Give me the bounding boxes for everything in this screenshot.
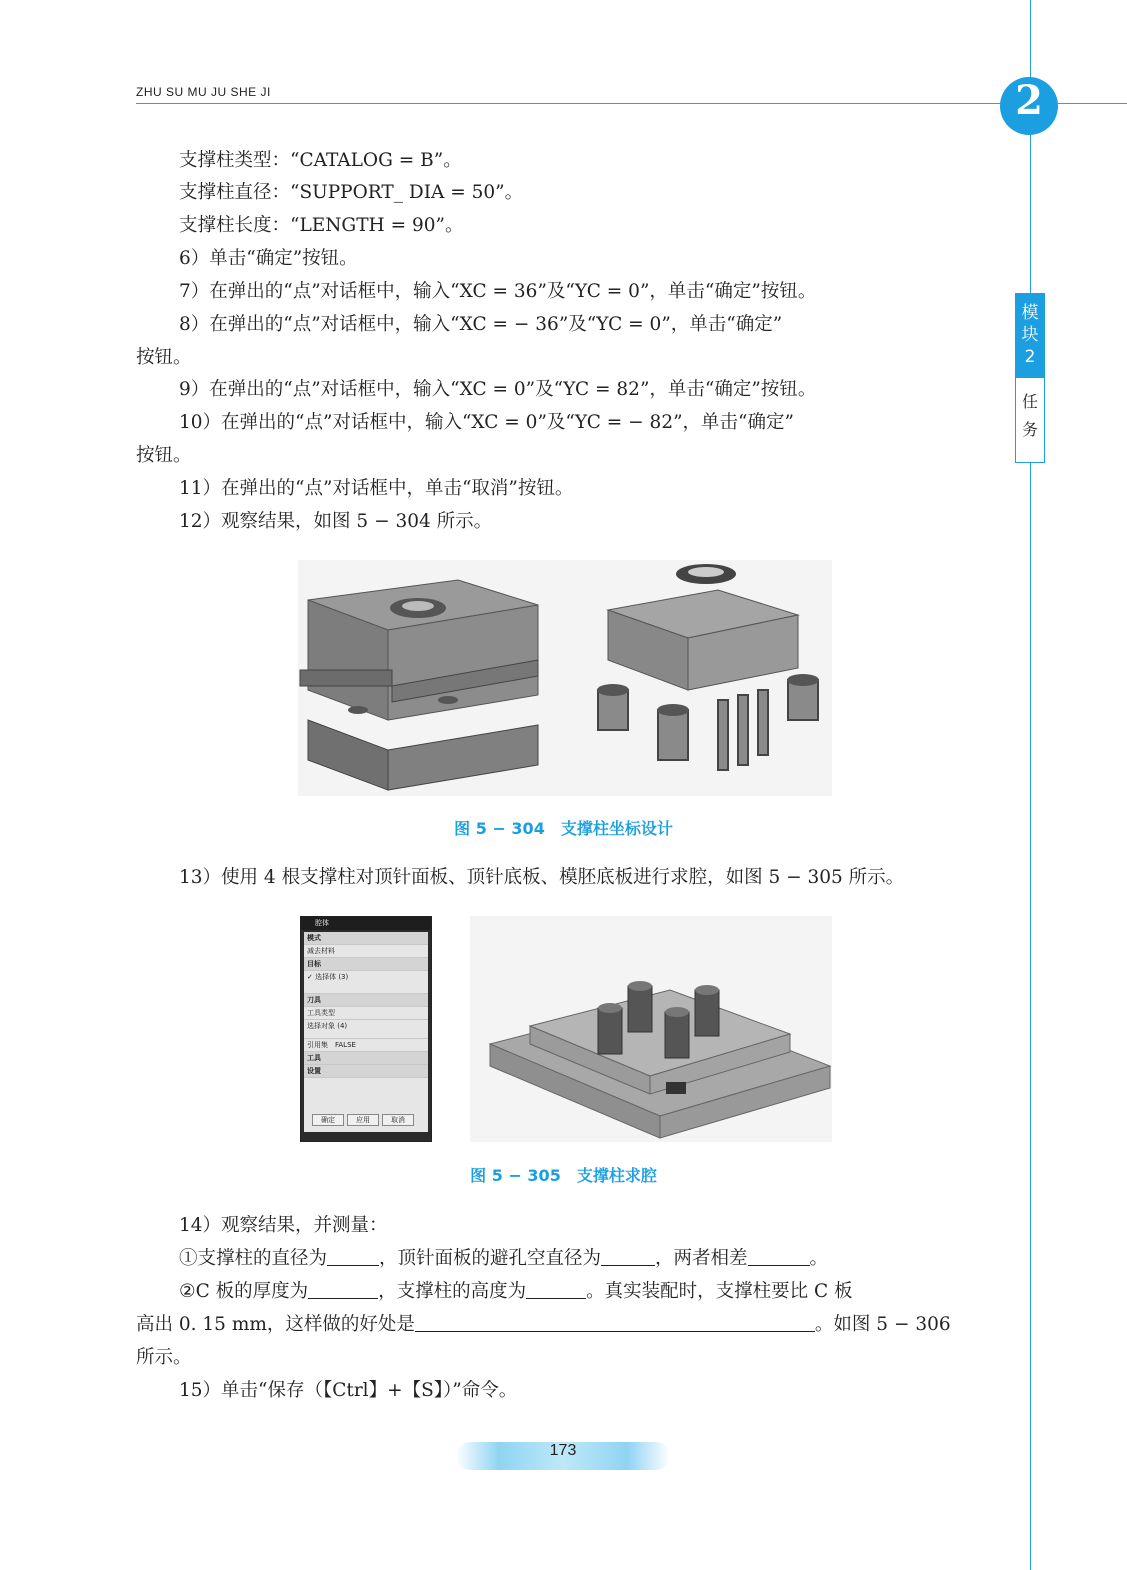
- paragraph: 12）观察结果，如图 5 − 304 所示。: [179, 511, 493, 532]
- paragraph: 6）单击“确定”按钮。: [179, 248, 358, 269]
- figure-caption: 图 5 − 305 支撑柱求腔: [470, 1166, 657, 1185]
- task-char: 务: [1021, 420, 1038, 439]
- paragraph: 9）在弹出的“点”对话框中，输入“XC = 0”及“YC = 82”，单击“确定”按钮。: [179, 379, 817, 400]
- fill-in-question: [136, 1243, 1039, 1275]
- dialog-row: 设置: [304, 1065, 428, 1078]
- dialog-row: 目标: [304, 958, 428, 971]
- dialog-row: 引用集 FALSE: [304, 1039, 428, 1052]
- paragraph: 7）在弹出的“点”对话框中，输入“XC = 36”及“YC = 0”，单击“确定”按钮。: [179, 281, 817, 302]
- answer-blank[interactable]: [526, 1280, 586, 1299]
- figure-caption: 图 5 − 304 支撑柱坐标设计: [454, 819, 673, 838]
- dialog-row: 工具: [304, 1052, 428, 1065]
- module-number-badge: 2: [1000, 77, 1058, 135]
- header-rule: [136, 103, 1127, 104]
- answer-blank[interactable]: [327, 1247, 379, 1266]
- ok-button[interactable]: 确定: [312, 1114, 344, 1126]
- paragraph: 按钮。: [136, 347, 192, 368]
- page-number: 173: [456, 1442, 670, 1470]
- paragraph: 13）使用 4 根支撑柱对顶针面板、顶针底板、模胚底板进行求腔，如图 5 − 305 所示。: [179, 867, 905, 888]
- answer-blank[interactable]: [748, 1247, 810, 1266]
- paragraph: 支撑柱类型：“CATALOG = B”。: [179, 150, 462, 171]
- paragraph: 11）在弹出的“点”对话框中，单击“取消”按钮。: [179, 478, 574, 499]
- module-char: 块: [1021, 325, 1039, 345]
- answer-blank[interactable]: [308, 1280, 378, 1299]
- answer-blank[interactable]: [415, 1313, 815, 1332]
- target-tag: [666, 1082, 686, 1094]
- paragraph: 支撑柱直径：“SUPPORT_ DIA = 50”。: [179, 182, 524, 203]
- dialog-row: 选择对象 (4): [304, 1020, 428, 1039]
- question-text: ，两者相差: [655, 1248, 748, 1269]
- side-rule: [1030, 0, 1031, 78]
- cancel-button[interactable]: 取消: [382, 1114, 414, 1126]
- dialog-row: 减去材料: [304, 945, 428, 958]
- paragraph: 所示。: [136, 1347, 192, 1368]
- question-text: ，顶针面板的避孔空直径为: [379, 1248, 602, 1269]
- paragraph: 支撑柱长度：“LENGTH = 90”。: [179, 215, 464, 236]
- question-text: 。真实装配时，支撑柱要比 C 板: [586, 1281, 853, 1302]
- paragraph: 按钮。: [136, 445, 192, 466]
- cavity-dialog: [300, 916, 432, 1142]
- fill-in-question: [136, 1276, 1039, 1308]
- question-text: 。: [809, 1248, 829, 1269]
- question-text: ，支撑柱的高度为: [378, 1281, 527, 1302]
- question-text: ①支撑柱的直径为: [179, 1248, 328, 1269]
- paragraph: 14）观察结果，并测量：: [179, 1215, 388, 1236]
- answer-blank[interactable]: [601, 1247, 655, 1266]
- question-text: ②C 板的厚度为: [179, 1281, 309, 1302]
- paragraph: 8）在弹出的“点”对话框中，输入“XC = − 36”及“YC = 0”，单击“确定”: [179, 314, 783, 335]
- task-char: 任: [1021, 392, 1038, 411]
- dialog-title: 腔体: [301, 917, 431, 930]
- dialog-row: 工具类型: [304, 1007, 428, 1020]
- mold-assembly-figure: [298, 560, 832, 796]
- dialog-row: 模式: [304, 932, 428, 945]
- dialog-row: 刀具: [304, 994, 428, 1007]
- paragraph: 10）在弹出的“点”对话框中，输入“XC = 0”及“YC = − 82”，单击“确定”: [179, 412, 794, 433]
- cavity-result-figure: [470, 916, 832, 1142]
- fill-in-question: [136, 1309, 996, 1341]
- question-text: 高出 0. 15 mm，这样做的好处是: [136, 1314, 415, 1335]
- module-char: 模: [1021, 303, 1039, 323]
- question-text: 。如图 5 − 306: [814, 1314, 951, 1335]
- paragraph: 15）单击“保存（【Ctrl】+【S】）”命令。: [179, 1380, 518, 1401]
- apply-button[interactable]: 应用: [347, 1114, 379, 1126]
- running-header: ZHU SU MU JU SHE JI: [136, 85, 271, 99]
- dialog-row: ✓ 选择体 (3): [304, 971, 428, 994]
- module-char: 2: [1024, 347, 1036, 367]
